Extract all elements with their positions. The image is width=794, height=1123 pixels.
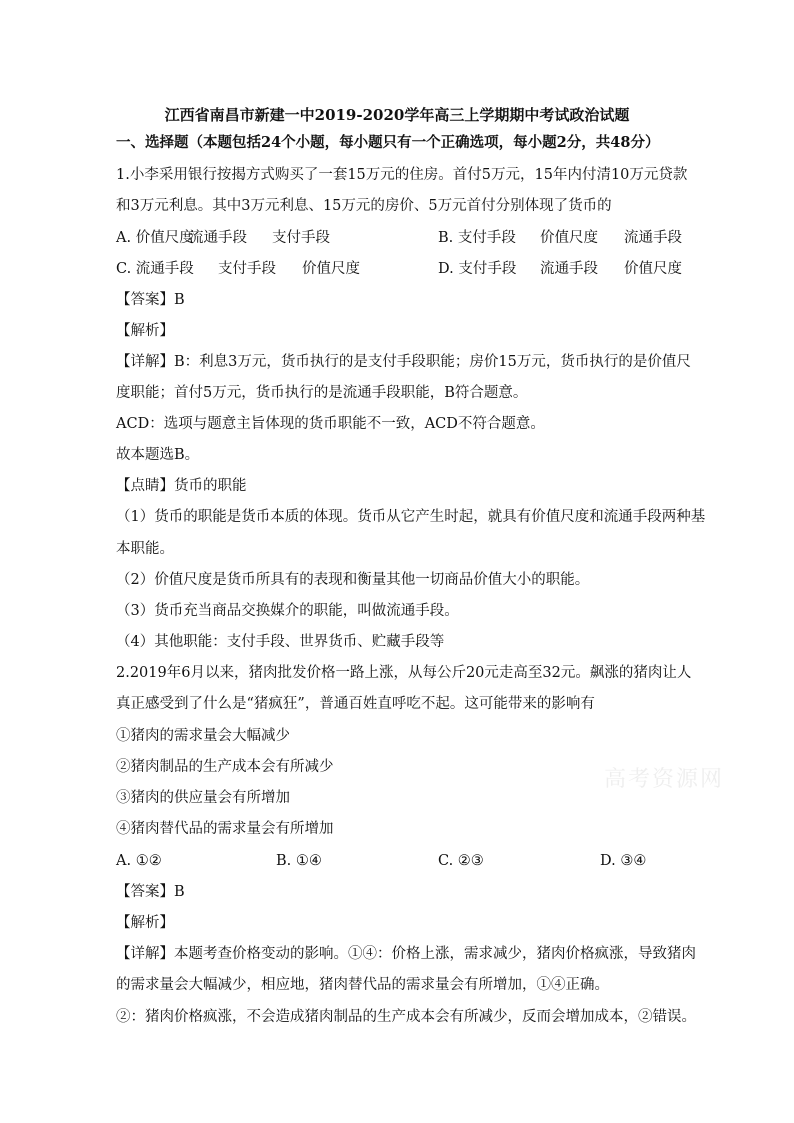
q1-option-c-3: 价值尺度 — [302, 261, 360, 277]
q1-option-b-2: 价值尺度 — [540, 230, 598, 246]
q2-answer: 【答案】B — [116, 884, 185, 900]
q1-stem-line2: 和3万元利息。其中3万元利息、15万元的房价、5万元首付分别体现了货币的 — [116, 198, 612, 214]
q2-stem-line1: 2.2019年6月以来，猪肉批发价格一路上涨，从每公斤20元走高至32元。飙涨的猪肉让人 — [116, 665, 692, 681]
q1-detail-line2: 度职能；首付5万元，货币执行的是流通手段职能，B符合题意。 — [116, 385, 528, 401]
q1-detail-line1: 【详解】B：利息3万元，货币执行的是支付手段职能；房价15万元，货币执行的是价值尺 — [116, 354, 691, 370]
q2-analysis-label: 【解析】 — [116, 915, 174, 931]
q1-tip1-line1: （1）货币的职能是货币本质的体现。货币从它产生时起，就具有价值尺度和流通手段两种基 — [116, 509, 706, 525]
q1-option-a-1: A. 价值尺度 — [116, 230, 194, 246]
q1-stem-line1: 1.小李采用银行按揭方式购买了一套15万元的住房。首付5万元，15年内付清10万元贷款 — [116, 167, 688, 183]
page-title: 江西省南昌市新建一中2019-2020学年高三上学期期中考试政治试题 — [164, 106, 630, 124]
q1-option-c-2: 支付手段 — [218, 261, 276, 277]
q2-option-a: A. ①② — [116, 853, 162, 869]
q2-option-d: D. ③④ — [600, 853, 647, 869]
q1-option-d-2: 流通手段 — [540, 261, 598, 277]
q2-item-4: ④猪肉替代品的需求量会有所增加 — [116, 821, 334, 837]
q1-option-d-1: D. 支付手段 — [438, 261, 517, 277]
q1-detail-line4: 故本题选B。 — [116, 447, 200, 463]
watermark: 高考资源网 — [604, 767, 725, 792]
section-heading: 一、选择题（本题包括24个小题，每小题只有一个正确选项，每小题2分，共48分） — [116, 134, 660, 151]
q2-option-b: B. ①④ — [276, 853, 322, 869]
q2-detail-line2: 的需求量会大幅减少，相应地，猪肉替代品的需求量会有所增加，①④正确。 — [116, 977, 609, 993]
q1-option-d-3: 价值尺度 — [624, 261, 682, 277]
q1-option-a-2: 流通手段 — [189, 230, 247, 246]
q2-stem-line2: 真正感受到了什么是“猪疯狂”，普通百姓直呼吃不起。这可能带来的影响有 — [116, 696, 595, 712]
q1-analysis-label: 【解析】 — [116, 323, 174, 339]
q2-option-c: C. ②③ — [438, 853, 484, 869]
q1-option-b-3: 流通手段 — [624, 230, 682, 246]
q2-detail-line3: ②：猪肉价格疯涨，不会造成猪肉制品的生产成本会有所减少，反而会增加成本，②错误。 — [116, 1009, 696, 1025]
q1-option-c-1: C. 流通手段 — [116, 261, 194, 277]
q2-item-1: ①猪肉的需求量会大幅减少 — [116, 728, 290, 744]
q1-detail-line3: ACD：选项与题意主旨体现的货币职能不一致，ACD不符合题意。 — [116, 416, 545, 432]
q2-item-2: ②猪肉制品的生产成本会有所减少 — [116, 759, 334, 775]
q1-tip2: （2）价值尺度是货币所具有的表现和衡量其他一切商品价值大小的职能。 — [116, 572, 590, 588]
q1-answer: 【答案】B — [116, 292, 185, 308]
q1-tip-title: 【点睛】货币的职能 — [116, 478, 247, 494]
q1-tip4: （4）其他职能：支付手段、世界货币、贮藏手段等 — [116, 634, 445, 650]
q1-tip1-line2: 本职能。 — [116, 541, 174, 557]
q2-item-3: ③猪肉的供应量会有所增加 — [116, 790, 290, 806]
q2-detail-line1: 【详解】本题考查价格变动的影响。①④：价格上涨，需求减少，猪肉价格疯涨，导致猪肉 — [116, 946, 696, 962]
q1-option-a-3: 支付手段 — [272, 230, 330, 246]
q1-tip3: （3）货币充当商品交换媒介的职能，叫做流通手段。 — [116, 603, 459, 619]
q1-option-b-1: B. 支付手段 — [438, 230, 516, 246]
